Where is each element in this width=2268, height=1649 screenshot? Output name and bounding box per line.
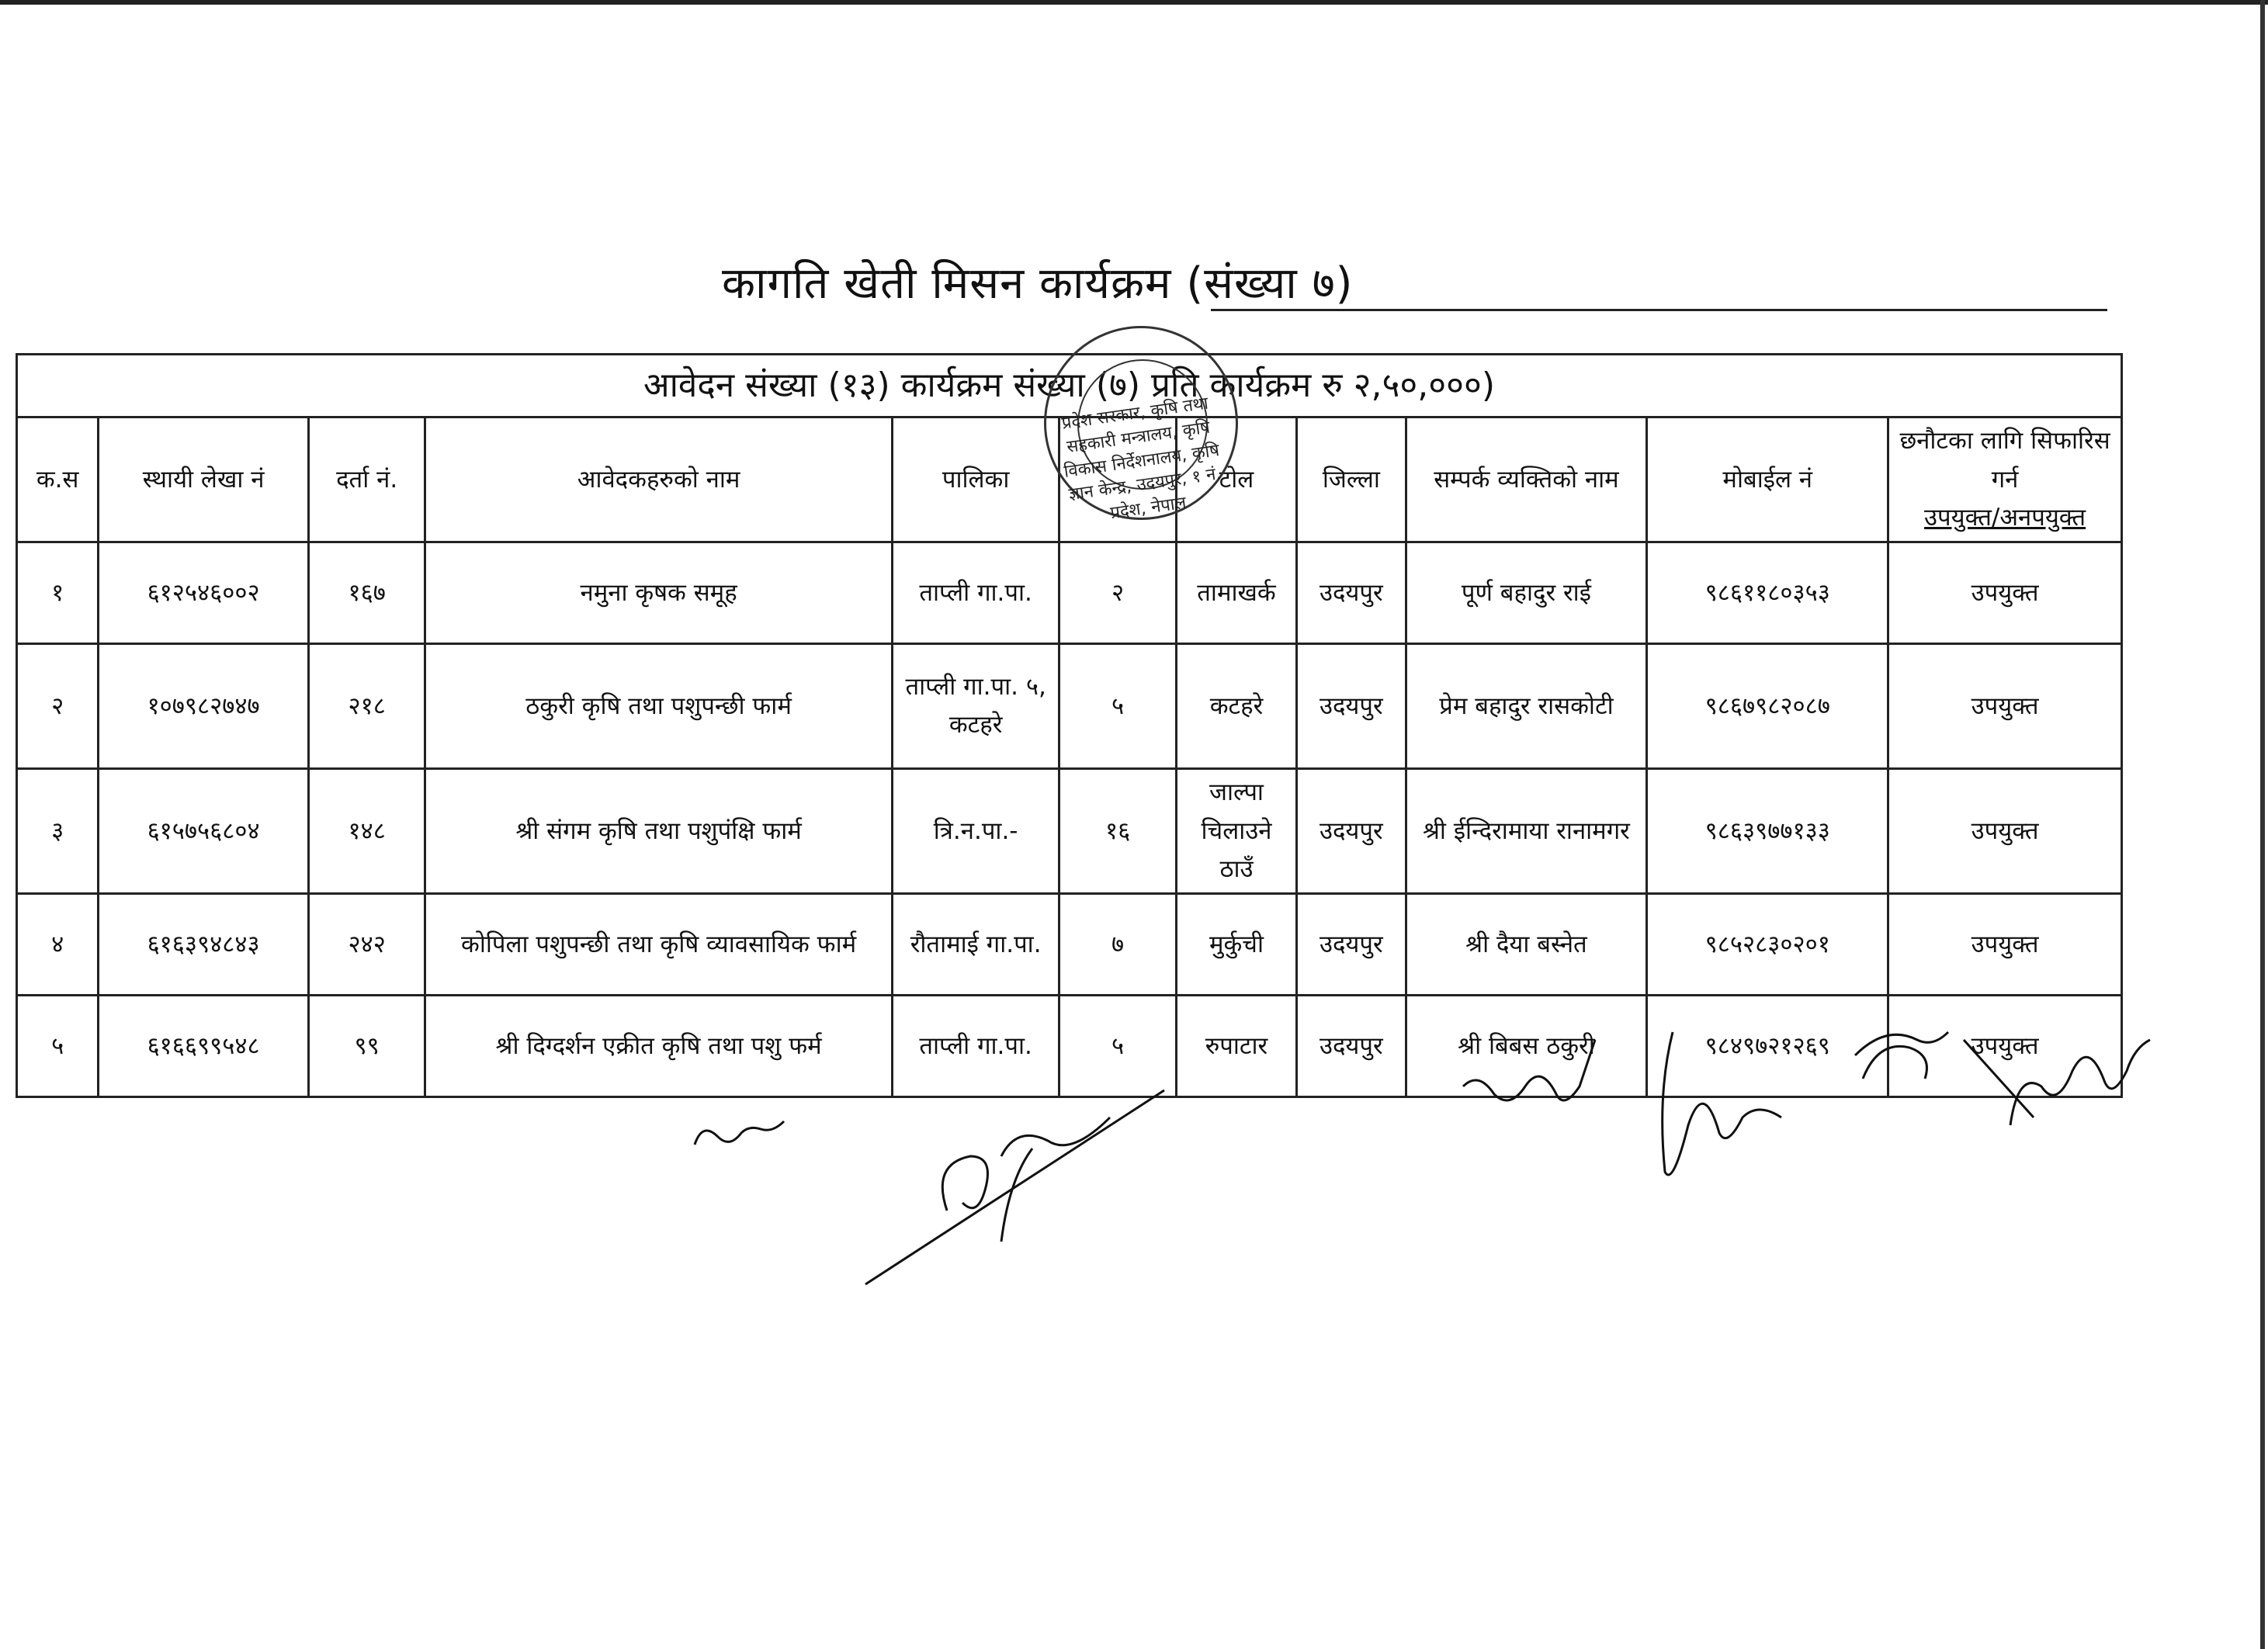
cell-reg: ९९ [308, 996, 425, 1097]
col-header-recommend [1888, 417, 2122, 542]
col-header-district: जिल्ला [1297, 417, 1406, 542]
office-stamp [1044, 326, 1238, 524]
cell-palika: ताप्ली गा.पा. [892, 542, 1059, 644]
cell-palika: ताप्ली गा.पा. [892, 996, 1059, 1097]
cell-recommend: उपयुक्त [1888, 769, 2122, 894]
cell-account: ६१६६९९५४८ [99, 996, 309, 1097]
cell-mobile: ९८४९७२१२६९ [1647, 996, 1888, 1097]
cell-recommend: उपयुक्त [1888, 542, 2122, 644]
signature-6 [2010, 1040, 2150, 1125]
cell-mobile: ९८६७९८२०८७ [1647, 644, 1888, 769]
cell-recommend: उपयुक्त [1888, 996, 2122, 1097]
top-border [0, 0, 2268, 5]
cell-sn: ५ [17, 996, 99, 1097]
cell-district: उदयपुर [1297, 769, 1406, 894]
col-header-sn: क.स [17, 417, 99, 542]
col-header-recommend-label: छनौटका लागि सिफारिस गर्न [1899, 427, 2110, 494]
cell-applicant: ठकुरी कृषि तथा पशुपन्छी फार्म [425, 644, 893, 769]
cell-tole: कटहरे [1176, 644, 1296, 769]
cell-reg: २१८ [308, 644, 425, 769]
col-header-mobile: मोबाईल नं [1647, 417, 1888, 542]
cell-sn: २ [17, 644, 99, 769]
signature-3 [1463, 1040, 1595, 1100]
cell-contact: श्री ईन्दिरामाया रानामगर [1406, 769, 1647, 894]
cell-palika: त्रि.न.पा.- [892, 769, 1059, 894]
cell-palika: ताप्ली गा.पा. ५, कटहरे [892, 644, 1059, 769]
cell-mobile: ९८५२८३०२०१ [1647, 894, 1888, 996]
col-header-contact: सम्पर्क व्यक्तिको नाम [1406, 417, 1647, 542]
right-border [2260, 0, 2265, 1649]
table-row [17, 542, 2122, 644]
col-header-palika: पालिका [892, 417, 1059, 542]
cell-contact: प्रेम बहादुर रासकोटी [1406, 644, 1647, 769]
cell-district: उदयपुर [1297, 894, 1406, 996]
cell-contact: श्री दैया बस्नेत [1406, 894, 1647, 996]
cell-reg: १६७ [308, 542, 425, 644]
cell-sn: ३ [17, 769, 99, 894]
cell-mobile: ९८६३९७७१३३ [1647, 769, 1888, 894]
cell-ward: १६ [1059, 769, 1176, 894]
cell-reg: २४२ [308, 894, 425, 996]
cell-ward: ५ [1059, 996, 1176, 1097]
signature-1 [695, 1121, 784, 1145]
col-header-account: स्थायी लेखा नं [99, 417, 309, 542]
cell-applicant: कोपिला पशुपन्छी तथा कृषि व्यावसायिक फार्म [425, 894, 893, 996]
cell-reg: १४८ [308, 769, 425, 894]
cell-recommend: उपयुक्त [1888, 644, 2122, 769]
cell-contact: पूर्ण बहादुर राई [1406, 542, 1647, 644]
cell-recommend: उपयुक्त [1888, 894, 2122, 996]
cell-account: ६१६३९४८४३ [99, 894, 309, 996]
cell-tole: रुपाटार [1176, 996, 1296, 1097]
cell-sn: १ [17, 542, 99, 644]
cell-applicant: श्री संगम कृषि तथा पशुपंक्षि फार्म [425, 769, 893, 894]
cell-ward: ५ [1059, 644, 1176, 769]
signatures-area [0, 1009, 2268, 1319]
cell-account: ६१५७५६८०४ [99, 769, 309, 894]
signature-4 [1663, 1032, 1781, 1175]
cell-account: ६१२५४६००२ [99, 542, 309, 644]
cell-ward: ७ [1059, 894, 1176, 996]
cell-applicant: श्री दिग्दर्शन एक्रीत कृषि तथा पशु फर्म [425, 996, 893, 1097]
cell-tole: मुर्कुची [1176, 894, 1296, 996]
col-header-tole: टोल [1176, 417, 1296, 542]
cell-sn: ४ [17, 894, 99, 996]
cell-tole: जाल्पा चिलाउने ठाउँ [1176, 769, 1296, 894]
cell-contact: श्री बिबस ठकुरी [1406, 996, 1647, 1097]
document-title: कागति खेती मिसन कार्यक्रम (संख्या ७) [722, 258, 1354, 309]
signature-5 [1855, 1032, 2034, 1117]
cell-applicant: नमुना कृषक समूह [425, 542, 893, 644]
cell-district: उदयपुर [1297, 996, 1406, 1097]
cell-ward: २ [1059, 542, 1176, 644]
col-header-applicant: आवेदकहरुको नाम [425, 417, 893, 542]
cell-account: १०७९८२७४७ [99, 644, 309, 769]
col-header-reg: दर्ता नं. [308, 417, 425, 542]
table-row [17, 644, 2122, 769]
cell-mobile: ९८६११८०३५३ [1647, 542, 1888, 644]
cell-district: उदयपुर [1297, 644, 1406, 769]
stamp-text: प्रदेश सरकार, कृषि तथा सहकारी मन्त्रालय, कृषि विकास निर्देशनालय, कृषि ज्ञान केन्द्र, उदयपुर, १ नं. प्रदेश, नेपाल [1060, 393, 1222, 524]
cell-district: उदयपुर [1297, 542, 1406, 644]
signature-2 [865, 1090, 1164, 1284]
title-underline [1211, 309, 2107, 311]
cell-palika: रौतामाई गा.पा. [892, 894, 1059, 996]
col-header-recommend-sub: उपयुक्त/अनपयुक्त [1924, 504, 2086, 532]
table-row [17, 894, 2122, 996]
table-caption: आवेदन संख्या (१३) कार्यक्रम संख्या (७) प्रति कार्यक्रम रु २,५०,०००) [17, 355, 2122, 417]
table-row [17, 769, 2122, 894]
cell-tole: तामाखर्क [1176, 542, 1296, 644]
